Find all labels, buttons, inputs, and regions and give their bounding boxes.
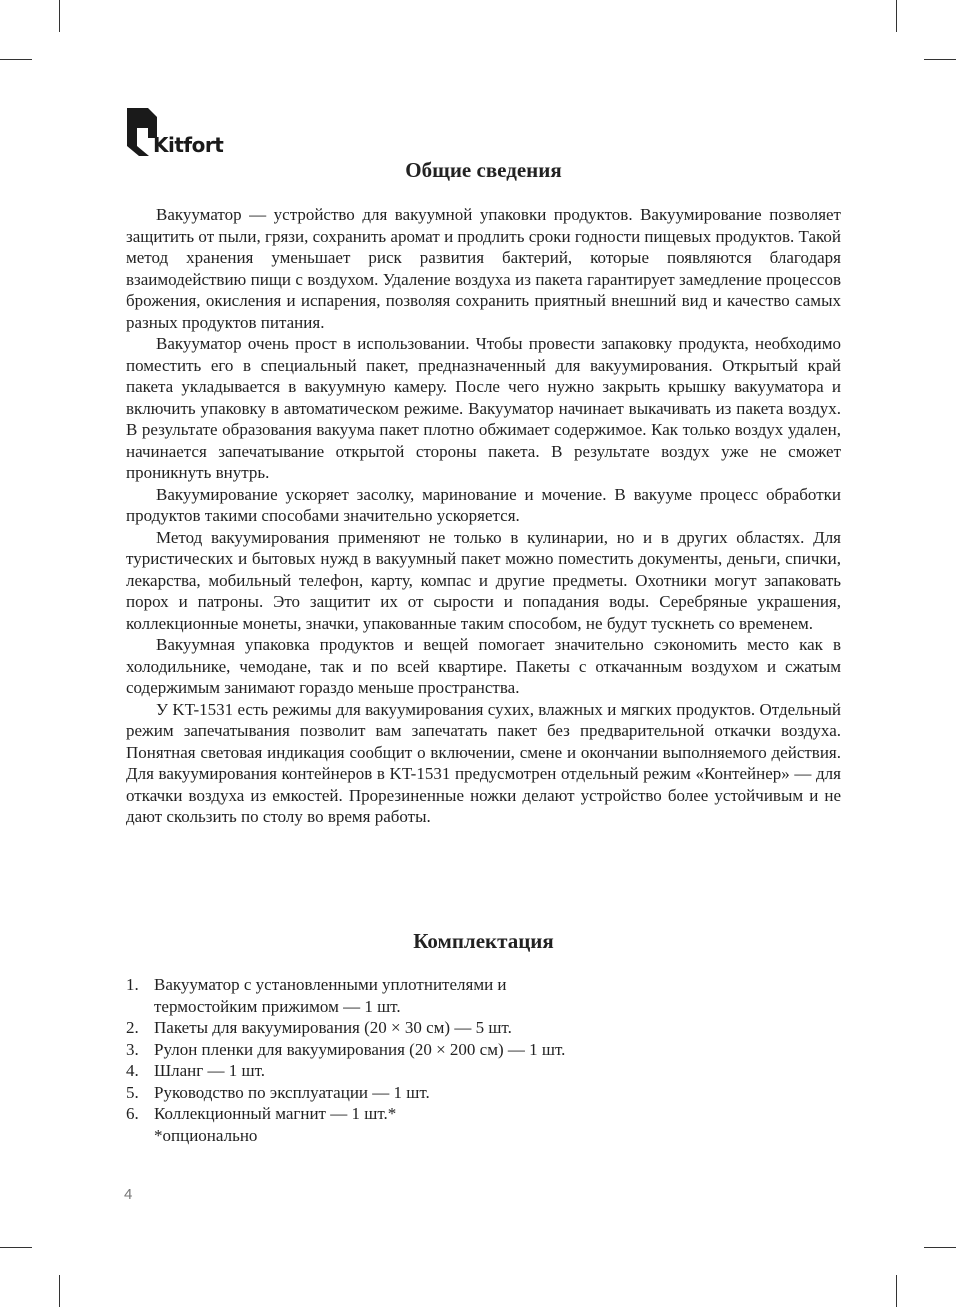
- kit-list: [126, 974, 841, 1125]
- list-item: [126, 1017, 841, 1039]
- list-item: [126, 1082, 841, 1104]
- list-item-text: Шланг — 1 шт.: [154, 1061, 265, 1080]
- list-item: [126, 1039, 841, 1061]
- crop-mark: [924, 59, 956, 60]
- list-item-number: 4.: [126, 1061, 139, 1080]
- list-item-text: Коллекционный магнит — 1 шт.*: [154, 1104, 397, 1123]
- paragraph: Вакуумная упаковка продуктов и вещей помогает значительно сэкономить место как в холодильнике, чемодане, так и по всей квартире. Пакеты с откачанным воздухом и сжатым содержимым занимают гораздо меньше пространства.: [126, 635, 841, 697]
- list-item-number: 2.: [126, 1018, 139, 1037]
- list-item-number: 5.: [126, 1082, 139, 1102]
- list-item-number: 3.: [126, 1039, 139, 1059]
- list-item-text: Руководство по эксплуатации — 1 шт.: [154, 1082, 430, 1102]
- list-item-number: 1.: [126, 975, 139, 994]
- paragraph: У KT-1531 есть режимы для вакуумирования сухих, влажных и мягких продуктов. Отдельный режим запечатывания позволит вам запечатать пакет без предварительной откачки воздуха. Понятная световая индикация сообщит о включении, смене и окончании выполняемого действия. Для вакуумирования контейнеров в KT-1531 предусмотрен отдельный режим «Контейнер» — для откачки воздуха из емкостей. Прорезиненные ножки делают устройство более устойчивым и не дают скользить по столу во время работы.: [126, 699, 841, 826]
- paragraph: Вакуумирование ускоряет засолку, маринование и мочение. В вакууме процесс обработки продуктов такими способами значительно ускоряется.: [126, 484, 841, 525]
- crop-mark: [59, 0, 60, 32]
- list-item: [126, 1103, 841, 1125]
- crop-mark: [924, 1247, 956, 1248]
- list-item-text-continued: термостойким прижимом — 1 шт.: [154, 996, 401, 1016]
- section-title-general: Общие сведения: [405, 158, 562, 182]
- list-item-text: Пакеты для вакуумирования (20 × 30 см) — 5 шт.: [154, 1018, 512, 1037]
- list-item-text: Рулон пленки для вакуумирования (20 × 200 см) — 1 шт.: [154, 1039, 566, 1059]
- general-body: [126, 204, 841, 828]
- page-number: 4: [124, 1186, 133, 1203]
- paragraph: Вакууматор — устройство для вакуумной упаковки продуктов. Вакуумирование позволяет защитить от пыли, грязи, сохранить аромат и продлить сроки годности пищевых продуктов. Такой метод хранения уменьшает риск развития бактерий, которые появляются благодаря взаимодействию пищи с воздухом. Удаление воздуха из пакета гарантирует замедление процессов брожения, окисления и испарения, позволяя сохранить приятный внешний вид и качество самых разных продуктов питания.: [126, 205, 841, 332]
- paragraph: Метод вакуумирования применяют не только в кулинарии, но и в других областях. Для туристических и бытовых нужд в вакуумный пакет можно поместить документы, деньги, спички, лекарства, мобильный телефон, карту, компас и другие предметы. Охотники могут запаковать порох и патроны. Это защитит их от сырости и попадания воды. Серебряные украшения, коллекционные монеты, значки, упакованные таким способом, не будут тускнеть со временем.: [126, 527, 841, 633]
- paragraph: Вакууматор очень прост в использовании. Чтобы провести запаковку продукта, необходимо поместить его в специальный пакет, предназначенный для вакуумирования. Открытый край пакета укладывается в вакуумную камеру. После чего нужно закрыть крышку вакууматора и включить упаковку в автоматическом режиме. Вакууматор начинает выкачивать из пакета воздух. В результате образования вакуума пакет плотно обжимает содержимое. Как только воздух удален, начинается запечатывание открытой стороны пакета. В результате воздух уже не сможет проникнуть внутрь.: [126, 334, 841, 482]
- crop-mark: [0, 59, 32, 60]
- crop-mark: [0, 1247, 32, 1248]
- list-item: [126, 1060, 841, 1082]
- crop-mark: [896, 0, 897, 32]
- list-item: [126, 974, 841, 1017]
- optional-note: *опционально: [154, 1126, 258, 1145]
- list-item-number: 6.: [126, 1104, 139, 1123]
- kitfort-logo-text: Kitfort: [153, 133, 224, 157]
- crop-mark: [59, 1275, 60, 1307]
- list-item-text: Вакууматор с установленными уплотнителями и: [154, 975, 507, 994]
- kitfort-logo: [127, 108, 227, 158]
- crop-mark: [896, 1275, 897, 1307]
- section-title-kit: Комплектация: [413, 929, 554, 953]
